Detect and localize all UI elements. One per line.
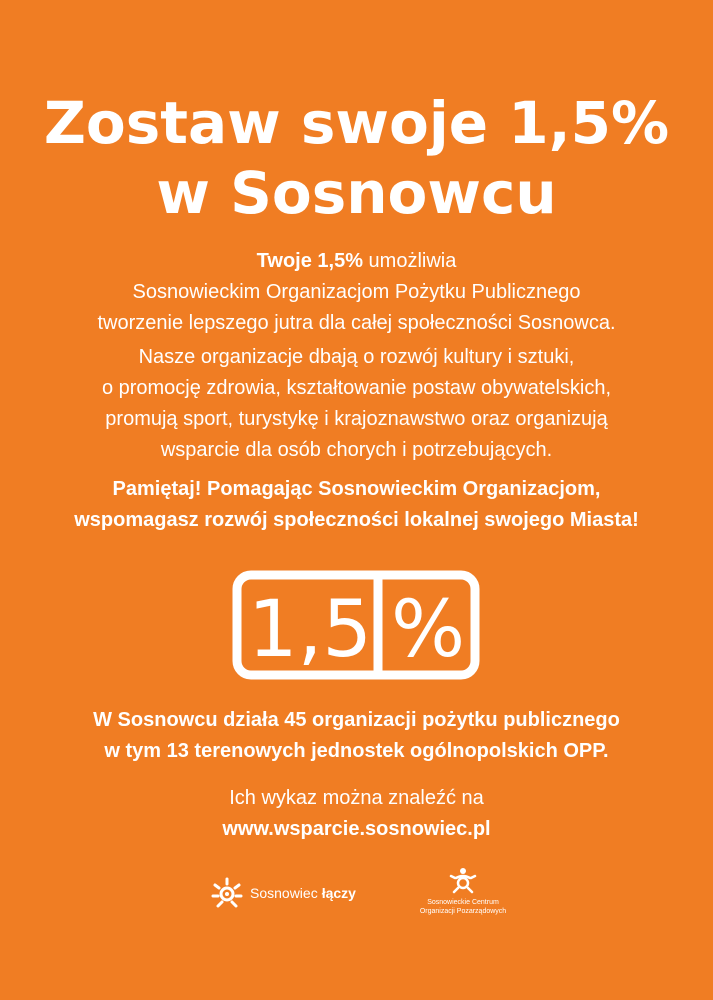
intro-line-1-rest: umożliwia <box>362 250 457 272</box>
badge-number: 1,5 <box>247 585 373 675</box>
description-line-4: wsparcie dla osób chorych i potrzebujących. <box>160 439 553 461</box>
intro-paragraph <box>20 246 693 339</box>
description-line-1: Nasze organizacje dbają o rozwój kultury i sztuki, <box>138 346 575 368</box>
intro-line-1 <box>20 246 693 277</box>
reminder-line-1: Pamiętaj! Pomagając Sosnowieckim Organizacjom, <box>112 478 601 500</box>
stats-line-1: W Sosnowcu działa 45 organizacji pożytku publicznego <box>93 709 620 731</box>
intro-line-2: Sosnowieckim Organizacjom Pożytku Publicznego <box>132 281 581 303</box>
intro-bold-lead: Twoje 1,5% <box>256 250 363 272</box>
stats-paragraph <box>20 705 693 767</box>
percent-badge-graphic <box>232 570 480 680</box>
poster-title <box>0 88 713 228</box>
description-paragraph <box>20 342 693 466</box>
sun-figure-icon <box>448 864 478 894</box>
list-info-paragraph <box>20 783 693 845</box>
list-info-line: Ich wykaz można znaleźć na <box>229 787 484 809</box>
description-line-3: promują sport, turystykę i krajoznawstwo oraz organizują <box>105 408 608 430</box>
description-line-2: o promocję zdrowia, kształtowanie postaw obywatelskich, <box>101 377 612 399</box>
reminder-line-2: wspomagasz rozwój społeczności lokalnej swojego Miasta! <box>74 509 639 531</box>
title-line-1: Zostaw swoje 1,5% <box>43 89 670 157</box>
sosnowiec-laczy-logo <box>210 876 356 910</box>
intro-line-3: tworzenie lepszego jutra dla całej społeczności Sosnowca. <box>97 312 616 334</box>
percent-badge <box>232 570 480 680</box>
title-line-2: w Sosnowcu <box>156 159 557 227</box>
stats-line-2: w tym 13 terenowych jednostek ogólnopolskich OPP. <box>104 740 609 762</box>
sosnowieckie-centrum-logo <box>405 864 521 916</box>
website-link[interactable]: www.wsparcie.sosnowiec.pl <box>222 818 491 840</box>
logo-right-line-2: Organizacji Pozarządowych <box>419 908 507 915</box>
logo-left-text: Sosnowiec <box>250 885 318 901</box>
badge-percent: % <box>390 585 466 675</box>
reminder-paragraph <box>20 474 693 536</box>
logo-right-line-1: Sosnowieckie Centrum <box>427 899 499 906</box>
logo-left-bold: łączy <box>321 885 356 901</box>
sun-figure-icon <box>210 876 244 910</box>
